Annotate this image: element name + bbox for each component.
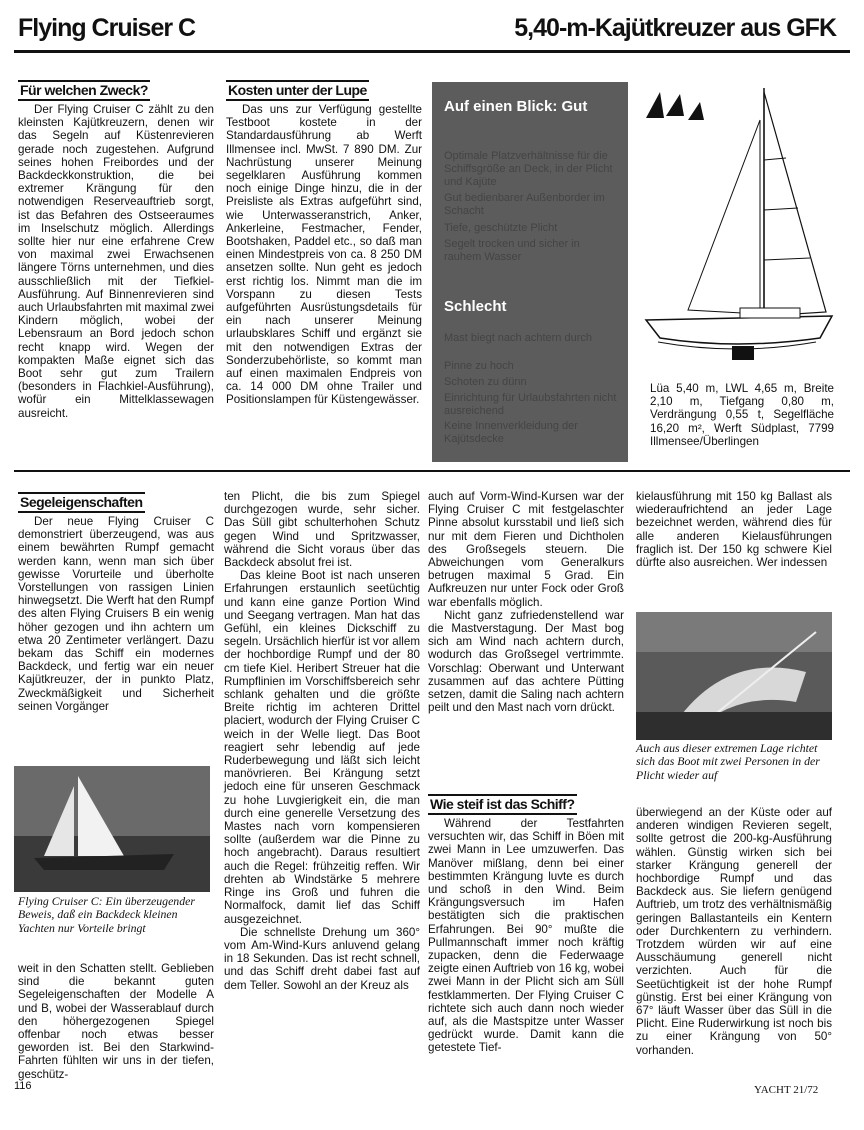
good-title: Auf einen Blick: Gut <box>444 98 588 115</box>
heading-steif: Wie steif ist das Schiff? <box>428 794 577 815</box>
text-steif <box>428 817 624 1055</box>
paragraph: ten Plicht, die bis zum Spiegel durchgezogen wurde, sehr sicher. Das Süll gibt schulterhohen Schutz gegen Wind und Spritzwasser, während die Sicht voraus über das Backdeck absolut frei ist. <box>224 490 420 570</box>
bad-item: Keine Innenverkleidung der Kajütsdecke <box>444 420 578 445</box>
text-col4b <box>636 806 832 1057</box>
summary-box <box>432 82 628 462</box>
paragraph: kielausführung mit 150 kg Ballast als wiederaufrichtend an jeder Lage bezeichnet werden, während dies für alle anderen Kielausführungen fraglich ist. Der 150 kg schwere Kiel dürfte also ausreichen. Wer indessen <box>636 490 832 570</box>
heading-segel: Segeleigenschaften <box>18 492 145 513</box>
bad-item: Pinne zu hoch <box>444 360 514 372</box>
paragraph: Das kleine Boot ist nach unseren Erfahrungen erstaunlich seetüchtig und kann eine ganze Portion Wind und Seegang vertragen. Man hat das Gefühl, ein kleines Dickschiff zu segeln. Ursächlich hierfür ist vor allem der hochbordige Rumpf und der 80 cm tiefe Kiel. Heribert Streuer hat die Rumpflinien im Vorschiffsbereich sehr schlank gehalten und die größte Breite richtig im achteren Drittel placiert, wodurch der Flying Cruiser C weich in der Welle liegt. Das Boot reagiert sehr lebendig auf jede Ruderbewegung und läßt sich leicht manövrieren. Bei Krängung setzt jedoch eine für unseren Geschmack zu hohe Luvgierigkeit ein, die man durch eine generelle Versetzung des Mastes nach vorn kompensieren sollte (außerdem war die Pinne zu hoch angebracht). Daraus resultiert auch die Regel: frühzeitig reffen. Wir drehten ab Windstärke 5 mehrere Ringe ins Groß und fuhren die Normalfock, damit lief das Schiff ausgezeichnet. <box>224 569 420 926</box>
bad-item: Einrichtung für Urlaubsfahrten nicht ausreichend <box>444 392 617 417</box>
paragraph: Die schnellste Drehung um 360° vom Am-Wind-Kurs anluvend gelang in 18 Sekunden. Das ist recht schnell, und das Schiff dreht dabei fast auf dem Teller. Sowohl an der Kreuz als <box>224 925 420 992</box>
bad-item: Schoten zu dünn <box>444 376 527 388</box>
paragraph: weit in den Schatten stellt. Geblieben sind die bekannt guten Segeleigenschaften der Modelle A und B, wobei der Wasserablauf durch den höhergezogenen Spiegel offenbar noch etwas besser geworden ist. Bei den Starkwind-Fahrten fühlten wir uns in der tiefen, geschütz- <box>18 962 214 1081</box>
text-zweck <box>18 103 214 420</box>
article-title: Flying Cruiser C <box>18 14 196 42</box>
section-rule <box>14 470 850 472</box>
good-item: Tiefe, geschützte Plicht <box>444 222 558 234</box>
text-segel-col2 <box>224 490 420 992</box>
specs-text: Lüa 5,40 m, LWL 4,65 m, Breite 2,10 m, Tiefgang 0,80 m, Verdrängung 0,55 t, Segelfläche 16,20 m², Werft Südplast, 7799 Illmensee/Überlingen <box>650 382 834 448</box>
text-segel-col1 <box>18 515 214 713</box>
paragraph: Während der Testfahrten versuchten wir, das Schiff in Böen mit zwei Mann in Lee umzuwerfen. Das Manöver mißlang, denn bei einer bestimmten Krängung luvte es durch und schoß in den Wind. Beim Krängungsversuch im Hafen bestätigten sich die praktischen Erfahrungen. Bei 90° mußte die Pullmannschaft immer noch kräftig zupacken, denn die Federwaage zeigte einen Auftrieb von 16 kg, wobei zwei Mann in der Plicht sich am Süll festklammerten. Der Flying Cruiser C richtete sich auch dann noch wieder auf, als die Mastspitze unter Wasser gedrückt wurde. Damit kann die getestete Tief- <box>428 817 624 1055</box>
caption-right: Auch aus dieser extremen Lage richtet sich das Boot mit zwei Personen in der Plicht wieder auf <box>636 741 820 782</box>
good-item: Optimale Platzverhältnisse für die Schiffsgröße an Deck, in der Plicht und Kajüte <box>444 150 613 188</box>
heading-kosten: Kosten unter der Lupe <box>226 80 369 101</box>
bad-item: Mast biegt nach achtern durch <box>444 332 592 344</box>
paragraph: Das uns zur Verfügung gestellte Testboot kostete in der Standardausführung ab Werft Illmensee incl. MwSt. 7 890 DM. Zur Nachrüstung unserer Meinung segelklaren Ausführung kommen noch einige Dinge hinzu, die in der Preisliste als Extras aufgeführt sind, wie Unterwasseranstrich, Anker, Ankerleine, Festmacher, Fender, Bootshaken, Paddel etc., so daß man einen Mindestpreis von ca. 8 250 DM ansetzen sollte. Nun geht es jedoch erst richtig los. Nimmt man die im Vorspann zu diesen Tests aufgeführten Ausrüstungsdetails für ein nach unserer Meinung urlaubsklares Schiff und ergänzt sie mit den notwendigen Extras der Sonderzubehörliste, so kommt man auf einen maximalen Endpreis von ca. 14 000 DM ohne Trailer und Positionslampen für Küstengewässer. <box>226 103 422 407</box>
boat-photo-right <box>636 612 832 740</box>
caption-left: Flying Cruiser C: Ein überzeugender Beweis, daß ein Backdeck kleinen Yachten nur Vorteile bringt <box>18 894 195 935</box>
page-number: 116 <box>14 1080 32 1092</box>
text-kosten <box>226 103 422 407</box>
good-item: Gut bedienbarer Außenborder im Schacht <box>444 192 605 217</box>
paragraph: Der Flying Cruiser C zählt zu den kleinsten Kajütkreuzern, denen wir das Segeln auf Küstenrevieren gerade noch zugestehen. Aufgrund seines hohen Freibordes und der Backdeckkonstruktion, die bei extremer Krängung für den notwendigen Reserveauftrieb sorgt, ist das Befahren des Ostseeraumes im Inselschutz möglich. Allerdings sollte hier nur eine erfahrene Crew von maximal zwei Erwachsenen längere Törns unternehmen, und dies ausschließlich mit der Tiefkiel-Ausführung. Auf Binnenrevieren sind auch Urlaubsfahrten mit maximal zwei Kindern möglich, wobei der Lebensraum an Bord jedoch schon recht knapp wird. Wegen der kompakten Maße eignet sich das Boot sehr gut zum Trailern (besonders in Flachkiel-Ausführung), wofür ein Mittelklassewagen ausreicht. <box>18 103 214 420</box>
paragraph: überwiegend an der Küste oder auf anderen windigen Revieren segelt, sollte getrost die 200-kg-Ausführung wählen. Günstig wirken sich bei starker Krängung generell der hochbordige Rumpf und das Backdeck aus. Sie liefern genügend Auftrieb, um trotz des verhältnismäßig geringen Ballastanteils ein Kentern oder Durchkentern zu verhindern. Trotzdem würden wir auf eine Ausschäumung generell nicht verzichten. Auch für die Seetüchtigkeit ist der hohe Rumpf günstig. Erst bei einer Krängung von 67° läuft Wasser über das Süll in die Plicht. Eine Ruderwirkung ist noch bis zu einer Krängung von 50° vorhanden. <box>636 806 832 1057</box>
text-segel-col1b <box>18 962 214 1081</box>
boat-photo-left <box>14 766 210 892</box>
article-subtitle: 5,40-m-Kajütkreuzer aus GFK <box>514 14 836 42</box>
heading-zweck: Für welchen Zweck? <box>18 80 150 101</box>
text-segel-col3 <box>428 490 624 714</box>
paragraph: Der neue Flying Cruiser C demonstriert überzeugend, was aus einem bewährten Rumpf gemacht werden kann, wenn man sich über gewisse Vorurteile und überholte Vorstellungen von rassigen Linien hinwegsetzt. Die Werft hat den Rumpf des alten Flying Cruisers B ein wenig höher gezogen und ihn achtern um etwa 20 Zentimeter verlängert. Dazu bekam das Schiff ein modernes Backdeck, und fertig war ein neuer Kajütkreuzer, der in punkto Platz, Zweckmäßigkeit und Sicherheit seinen Vorgänger <box>18 515 214 713</box>
bad-title: Schlecht <box>444 298 507 315</box>
paragraph: auch auf Vorm-Wind-Kursen war der Flying Cruiser C mit festgelaschter Pinne absolut kursstabil und ließ sich nur mit dem Fieren und Dichtholen des Großsegels steuern. Die Abweichungen vom Generalkurs betrugen maximal 5 Grad. Ein Aufkreuzen nur unter Fock oder Groß war ebenfalls möglich. <box>428 490 624 609</box>
good-item: Segelt trocken und sicher in rauhem Wasser <box>444 238 580 263</box>
text-col4a <box>636 490 832 569</box>
header-rule <box>14 50 850 53</box>
paragraph: Nicht ganz zufriedenstellend war die Mastverstagung. Der Mast bog sich am Wind nach achtern durch, wodurch das Großsegel vertrimmte. Vorschlag: Oberwant und Unterwant zusammen auf das achtere Pütting setzen, damit die Saling nach achtern peilt und den Mast nach vorn drückt. <box>428 608 624 715</box>
issue-label: YACHT 21/72 <box>754 1084 819 1096</box>
boat-drawing <box>636 80 840 380</box>
